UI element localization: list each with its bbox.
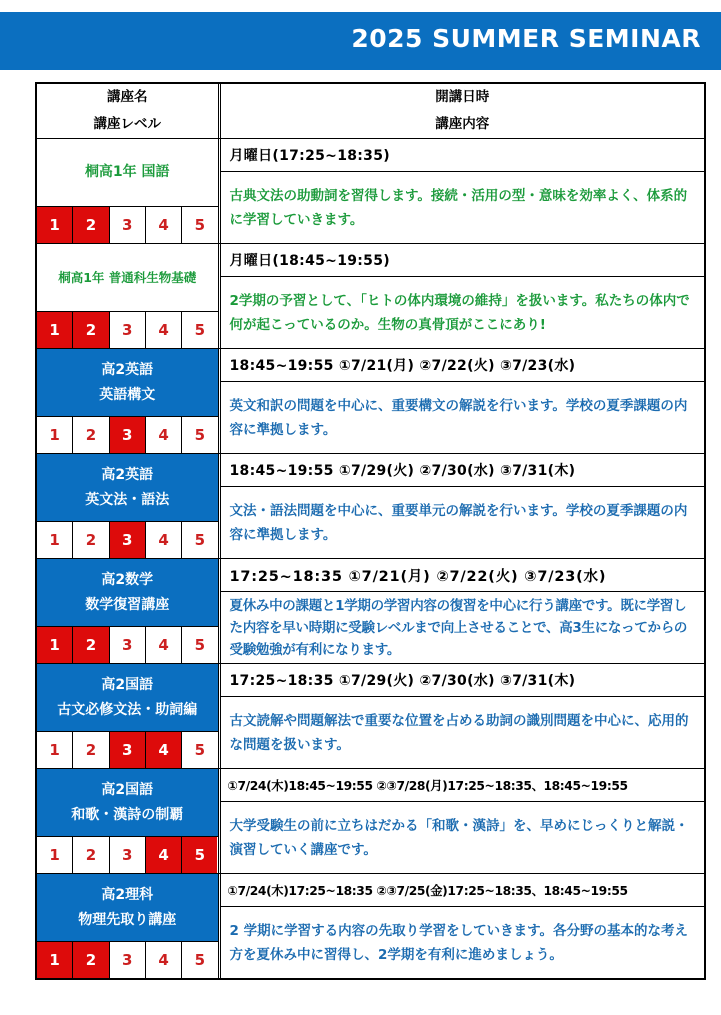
- course-info-cell: [220, 874, 705, 980]
- course-info-cell: [220, 664, 705, 769]
- header-info-cell: [220, 83, 705, 139]
- course-info-cell: [220, 244, 705, 349]
- course-row: [36, 769, 705, 874]
- level-indicator: [37, 416, 218, 453]
- course-name-line: 桐高1年 普通科生物基礎: [58, 270, 197, 285]
- course-name-line: 高2国語: [101, 676, 154, 693]
- course-description: 古文読解や問題解法で重要な位置を占める助詞の識別問題を中心に、応用的な問題を扱います。: [229, 712, 689, 753]
- course-info-cell: [220, 559, 705, 664]
- course-name-box: [37, 664, 218, 731]
- level-cell-active: 3: [110, 522, 146, 558]
- course-cell: [36, 244, 218, 349]
- course-info-cell: [220, 349, 705, 454]
- course-cell: [36, 349, 218, 454]
- course-description: 文法・語法問題を中心に、重要単元の解説を行います。学校の夏季課題の内容に準拠します。: [229, 502, 688, 543]
- level-indicator: [37, 836, 218, 873]
- level-cell: 5: [182, 312, 217, 348]
- course-name-line: 英語構文: [99, 386, 156, 403]
- course-description: 2 学期に学習する内容の先取り学習をしていきます。各分野の基本的な考え方を夏休み中に習得し、2学期を有利に進めましょう。: [229, 922, 689, 963]
- course-info-cell: [220, 139, 705, 244]
- level-indicator: [37, 206, 218, 243]
- level-cell: 4: [146, 942, 182, 978]
- level-cell: 5: [182, 942, 217, 978]
- course-cell: [36, 874, 218, 980]
- level-cell-active: 2: [73, 207, 109, 243]
- course-description: 英文和訳の問題を中心に、重要構文の解説を行います。学校の夏季課題の内容に準拠します。: [229, 397, 688, 438]
- course-name-box: [37, 244, 218, 311]
- level-cell-active: 2: [73, 627, 109, 663]
- course-description: 夏休み中の課題と1学期の学習内容の復習を中心に行う講座です。既に学習した内容を早い時期に受験レベルまで向上させることで、高3生になってからの受験勉強が有利になります。: [229, 597, 688, 658]
- course-schedule: 17:25~18:35 ①7/29(火) ②7/30(水) ③7/31(木): [221, 664, 705, 697]
- course-name-line: 物理先取り講座: [78, 911, 177, 928]
- level-cell: 1: [37, 837, 73, 873]
- course-schedule: ①7/24(木)17:25~18:35 ②③7/25(金)17:25~18:35、18:45~19:55: [221, 874, 705, 907]
- course-cell: [36, 664, 218, 769]
- level-cell-active: 2: [73, 942, 109, 978]
- course-name-line: 和歌・漢詩の制覇: [71, 806, 184, 823]
- seminar-table: [35, 82, 706, 980]
- level-cell-active: 1: [37, 312, 73, 348]
- level-cell: 2: [73, 417, 109, 453]
- level-cell: 4: [146, 207, 182, 243]
- level-cell: 5: [182, 207, 217, 243]
- course-schedule: 17:25~18:35 ①7/21(月) ②7/22(火) ③7/23(水): [221, 559, 705, 592]
- level-cell: 4: [146, 312, 182, 348]
- course-cell: [36, 559, 218, 664]
- level-cell: 2: [73, 732, 109, 768]
- level-cell: 1: [37, 522, 73, 558]
- level-cell: 3: [110, 207, 146, 243]
- header-course-level: 講座レベル: [93, 116, 161, 132]
- course-row: [36, 244, 705, 349]
- course-name-line: 高2数学: [101, 571, 154, 588]
- title-banner: [0, 12, 721, 70]
- course-name-box: [37, 559, 218, 626]
- level-cell: 3: [110, 627, 146, 663]
- course-cell: [36, 769, 218, 874]
- level-cell: 1: [37, 732, 73, 768]
- course-schedule: 月曜日(18:45~19:55): [221, 244, 705, 277]
- level-cell-active: 3: [110, 417, 146, 453]
- level-cell: 1: [37, 417, 73, 453]
- course-name-box: [37, 769, 218, 836]
- level-cell: 4: [146, 417, 182, 453]
- level-cell: 5: [182, 417, 217, 453]
- level-cell-active: 1: [37, 207, 73, 243]
- course-row: [36, 559, 705, 664]
- course-cell: [36, 139, 218, 244]
- course-name-line: 高2英語: [101, 466, 154, 483]
- course-name-line: 桐高1年 国語: [84, 164, 170, 180]
- header-course-cell: [36, 83, 218, 139]
- course-info-cell: [220, 454, 705, 559]
- level-indicator: [37, 731, 218, 768]
- level-cell: 2: [73, 837, 109, 873]
- course-name-line: 数学復習講座: [85, 596, 170, 613]
- course-name-line: 高2理科: [101, 886, 154, 903]
- level-indicator: [37, 941, 218, 978]
- level-indicator: [37, 626, 218, 663]
- table-header-row: [36, 83, 705, 139]
- header-course-name: 講座名: [107, 89, 148, 105]
- level-cell: 5: [182, 627, 217, 663]
- page-title: 2025 SUMMER SEMINAR: [351, 24, 701, 53]
- course-schedule: ①7/24(木)18:45~19:55 ②③7/28(月)17:25~18:35、18:45~19:55: [221, 769, 705, 802]
- level-cell: 3: [110, 312, 146, 348]
- course-schedule: 18:45~19:55 ①7/29(火) ②7/30(水) ③7/31(木): [221, 454, 705, 487]
- header-content: 講座内容: [435, 116, 490, 132]
- level-cell-active: 4: [146, 732, 182, 768]
- course-description: 古典文法の助動詞を習得します。接続・活用の型・意味を効率よく、体系的に学習していきます。: [229, 187, 688, 228]
- course-name-box: [37, 139, 218, 206]
- level-cell: 5: [182, 732, 217, 768]
- level-cell-active: 2: [73, 312, 109, 348]
- course-row: [36, 454, 705, 559]
- course-cell: [36, 454, 218, 559]
- level-cell-active: 5: [182, 837, 217, 873]
- course-name-line: 英文法・語法: [85, 491, 170, 508]
- course-description: 大学受験生の前に立ちはだかる「和歌・漢詩」を、早めにじっくりと解説・演習していく講座です。: [229, 817, 689, 858]
- level-cell-active: 1: [37, 627, 73, 663]
- level-cell-active: 3: [110, 732, 146, 768]
- course-row: [36, 349, 705, 454]
- course-info-cell: [220, 769, 705, 874]
- level-cell-active: 1: [37, 942, 73, 978]
- level-cell: 2: [73, 522, 109, 558]
- course-name-line: 高2国語: [101, 781, 154, 798]
- course-name-box: [37, 454, 218, 521]
- course-name-box: [37, 874, 218, 941]
- course-schedule: 月曜日(17:25~18:35): [221, 139, 705, 172]
- course-row: [36, 139, 705, 244]
- level-indicator: [37, 521, 218, 558]
- course-row: [36, 664, 705, 769]
- course-name-line: 古文必修文法・助詞編: [57, 701, 198, 718]
- course-description: 2学期の予習として、「ヒトの体内環境の維持」を扱います。私たちの体内で何が起こっているのか。生物の真骨頂がここにあり!: [229, 292, 690, 333]
- level-cell: 4: [146, 627, 182, 663]
- level-cell: 3: [110, 837, 146, 873]
- level-cell: 3: [110, 942, 146, 978]
- level-cell-active: 4: [146, 837, 182, 873]
- course-name-box: [37, 349, 218, 416]
- level-indicator: [37, 311, 218, 348]
- header-schedule: 開講日時: [435, 89, 490, 105]
- course-schedule: 18:45~19:55 ①7/21(月) ②7/22(火) ③7/23(水): [221, 349, 705, 382]
- course-name-line: 高2英語: [101, 361, 154, 378]
- level-cell: 5: [182, 522, 217, 558]
- level-cell: 4: [146, 522, 182, 558]
- course-row: [36, 874, 705, 980]
